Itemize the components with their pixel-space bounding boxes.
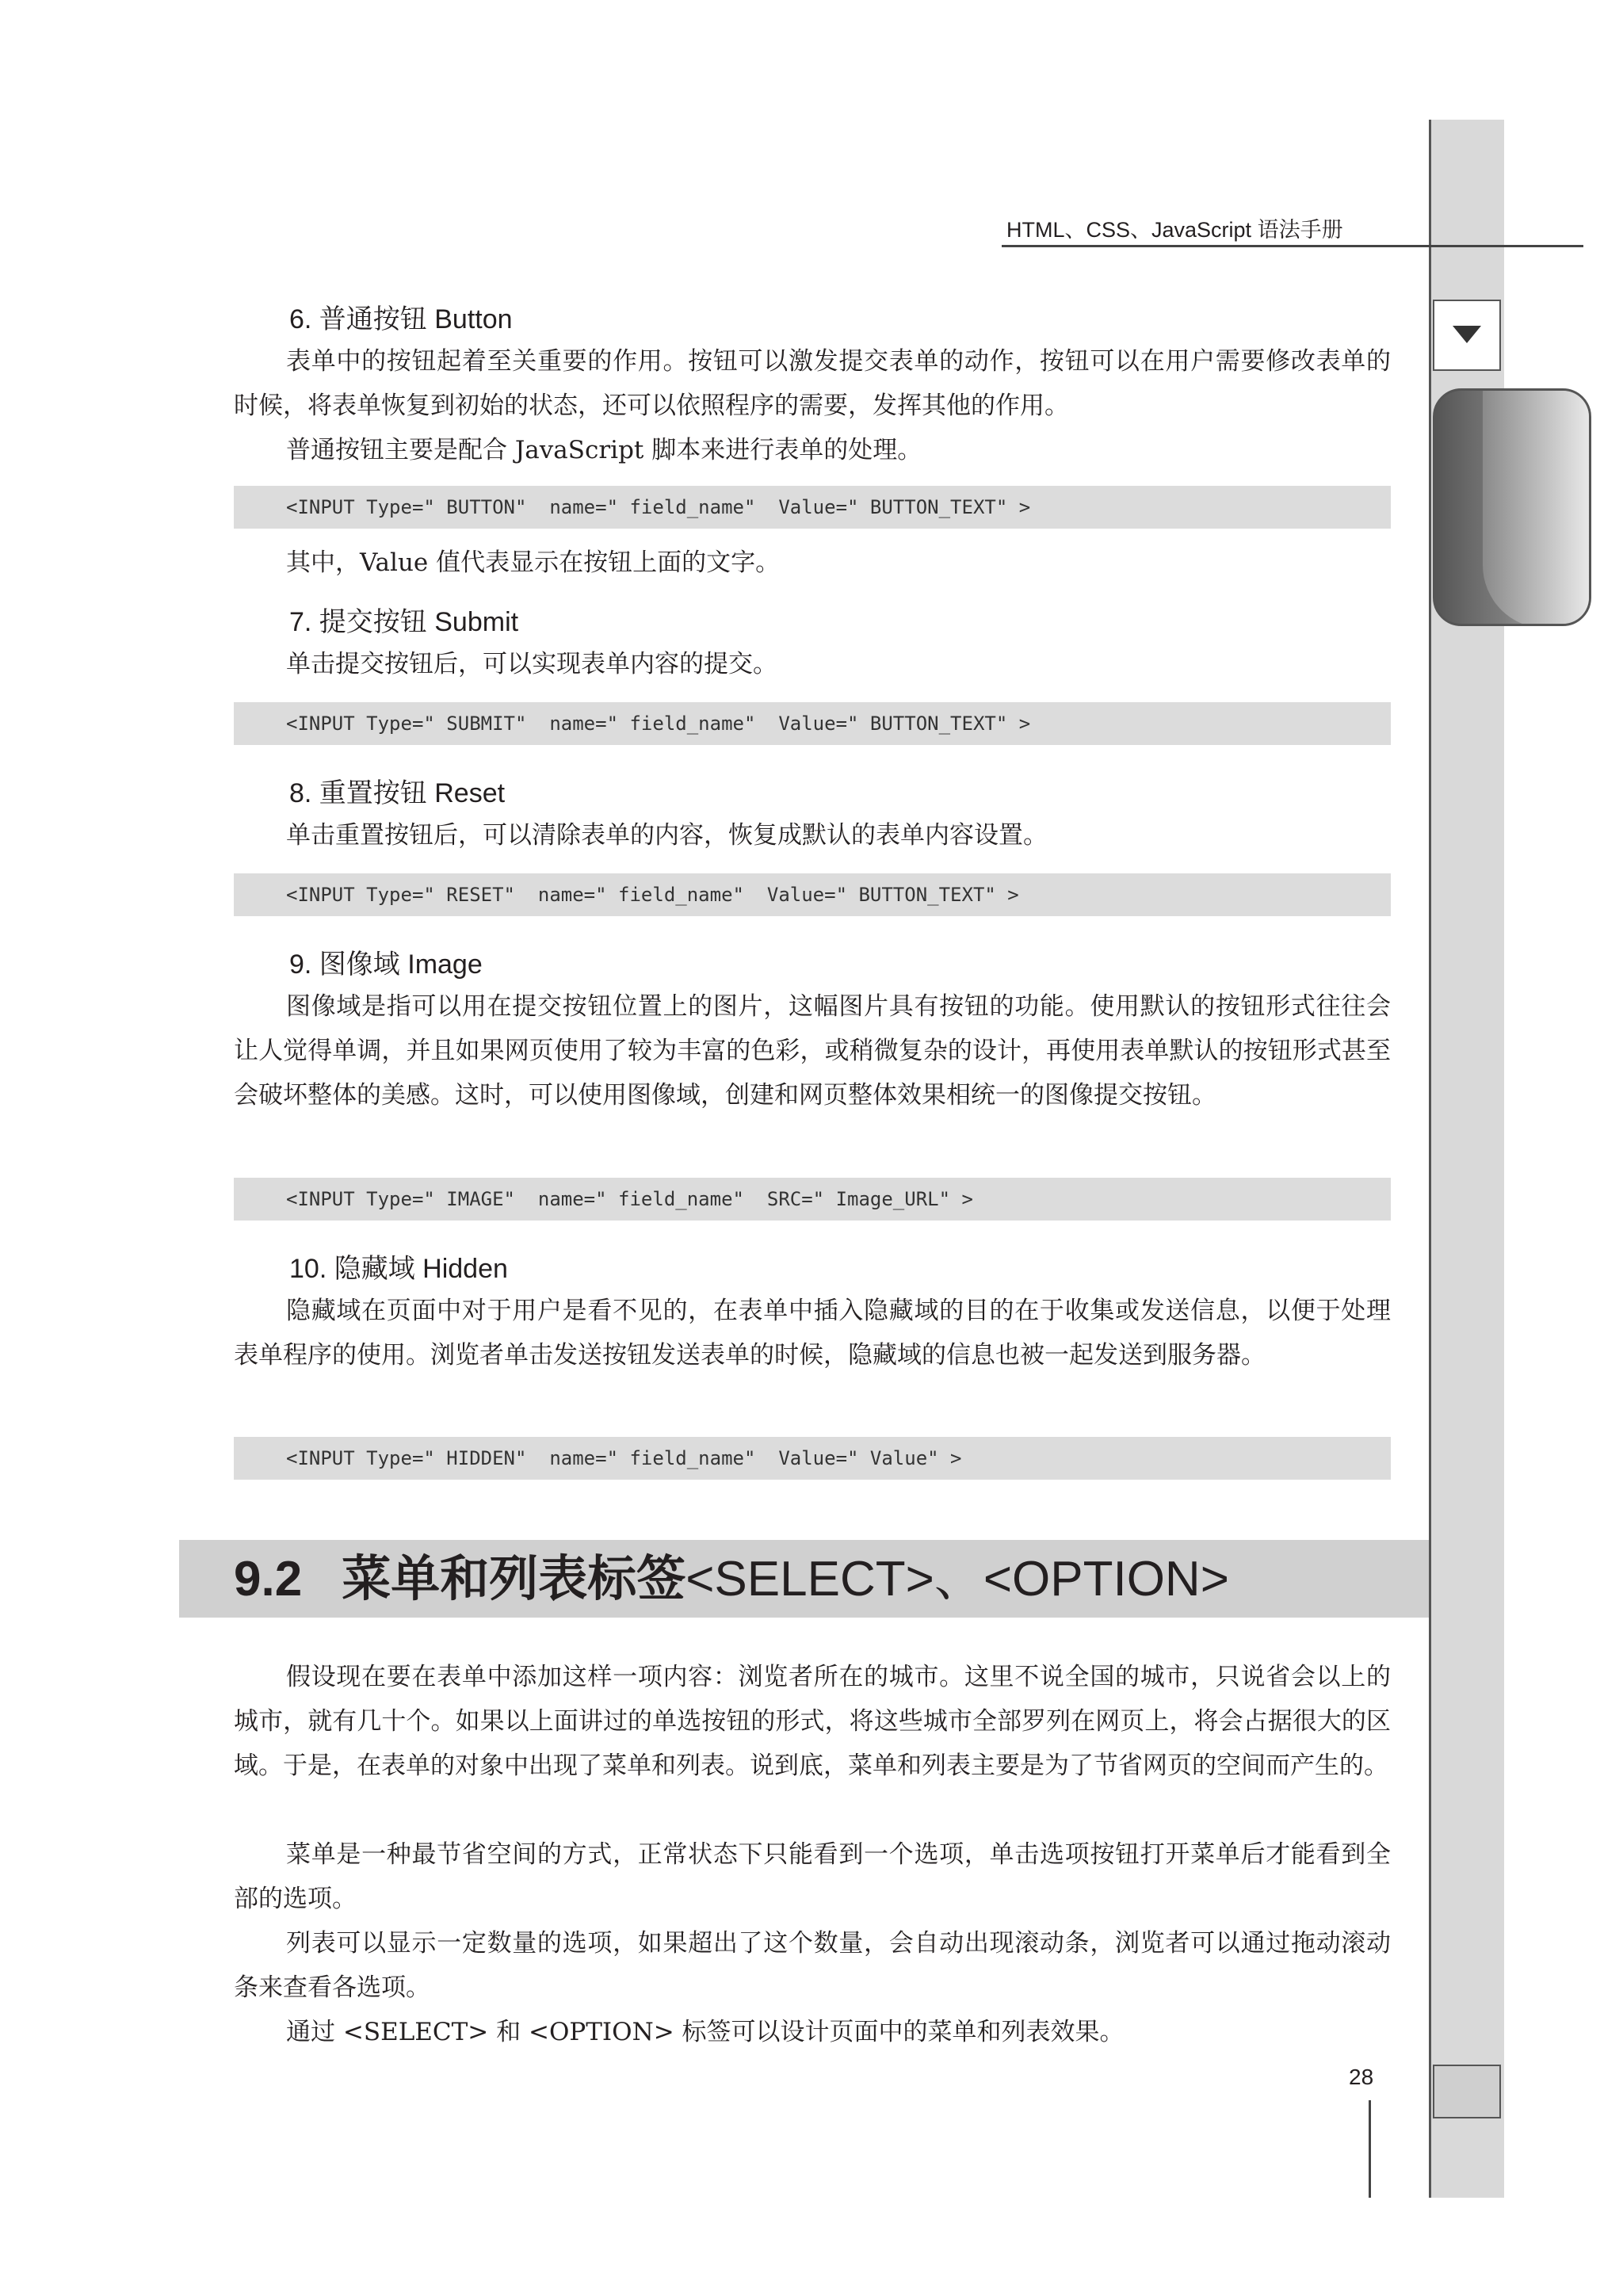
triangle-down-icon bbox=[1433, 300, 1501, 371]
decor-tab bbox=[1433, 388, 1591, 626]
code-reset: <INPUT Type=" RESET" name=" field_name" Value=" BUTTON_TEXT" > bbox=[234, 873, 1391, 916]
para-button-1: 表单中的按钮起着至关重要的作用。按钮可以激发提交表单的动作，按钮可以在用户需要修改表单的时候，将表单恢复到初始的状态，还可以依照程序的需要，发挥其他的作用。 bbox=[234, 347, 1391, 420]
para-select-2: 菜单是一种最节省空间的方式，正常状态下只能看到一个选项，单击选项按钮打开菜单后才能看到全部的选项。 bbox=[234, 1840, 1391, 1913]
para-button-2: 普通按钮主要是配合 JavaScript 脚本来进行表单的处理。 bbox=[286, 436, 922, 464]
para-submit-1: 单击提交按钮后，可以实现表单内容的提交。 bbox=[286, 650, 777, 678]
section-title bbox=[234, 1548, 1229, 1611]
para-select-1: 假设现在要在表单中添加这样一项内容：浏览者所在的城市。这里不说全国的城市，只说省会以上的城市，就有几十个。如果以上面讲过的单选按钮的形式，将这些城市全部罗列在网页上，将会占据很大的区域。于是，在表单的对象中出现了菜单和列表。说到底，菜单和列表主要是为了节省网页的空间而产生的。 bbox=[234, 1663, 1391, 1780]
code-submit: <INPUT Type=" SUBMIT" name=" field_name" Value=" BUTTON_TEXT" > bbox=[234, 702, 1391, 745]
para-select-4: 通过 <SELECT> 和 <OPTION> 标签可以设计页面中的菜单和列表效果。 bbox=[286, 2018, 1125, 2046]
heading-reset: 8. 重置按钮 Reset bbox=[289, 778, 506, 808]
section-title-cn: 菜单和列表标签 bbox=[342, 1552, 686, 1606]
para-select-3: 列表可以显示一定数量的选项，如果超出了这个数量，会自动出现滚动条，浏览者可以通过拖动滚动条来查看各选项。 bbox=[234, 1929, 1391, 2002]
page-marker-box bbox=[1433, 2065, 1501, 2118]
header-rule bbox=[1002, 245, 1583, 247]
para-button-3: 其中，Value 值代表显示在按钮上面的文字。 bbox=[286, 548, 781, 577]
code-button: <INPUT Type=" BUTTON" name=" field_name" Value=" BUTTON_TEXT" > bbox=[234, 486, 1391, 529]
heading-button: 6. 普通按钮 Button bbox=[289, 304, 513, 334]
section-number: 9.2 bbox=[234, 1552, 303, 1606]
heading-image: 9. 图像域 Image bbox=[289, 949, 483, 980]
code-hidden: <INPUT Type=" HIDDEN" name=" field_name" Value=" Value" > bbox=[234, 1437, 1391, 1480]
code-image: <INPUT Type=" IMAGE" name=" field_name" SRC=" Image_URL" > bbox=[234, 1178, 1391, 1221]
running-header: HTML、CSS、JavaScript 语法手册 bbox=[1006, 218, 1343, 242]
para-hidden-1: 隐藏域在页面中对于用户是看不见的，在表单中插入隐藏域的目的在于收集或发送信息，以便于处理表单程序的使用。浏览者单击发送按钮发送表单的时候，隐藏域的信息也被一起发送到服务器。 bbox=[234, 1297, 1391, 1370]
para-reset-1: 单击重置按钮后，可以清除表单的内容，恢复成默认的表单内容设置。 bbox=[286, 821, 1048, 850]
section-title-tags: <SELECT>、<OPTION> bbox=[685, 1552, 1229, 1606]
page-number: 28 bbox=[1349, 2065, 1374, 2089]
heading-hidden: 10. 隐藏域 Hidden bbox=[289, 1254, 508, 1284]
para-image-1: 图像域是指可以用在提交按钮位置上的图片，这幅图片具有按钮的功能。使用默认的按钮形式往往会让人觉得单调，并且如果网页使用了较为丰富的色彩，或稍微复杂的设计，再使用表单默认的按钮形式甚至会破坏整体的美感。这时，可以使用图像域，创建和网页整体效果相统一的图像提交按钮。 bbox=[234, 992, 1391, 1110]
page-number-rule bbox=[1369, 2100, 1371, 2198]
heading-submit: 7. 提交按钮 Submit bbox=[289, 607, 519, 637]
